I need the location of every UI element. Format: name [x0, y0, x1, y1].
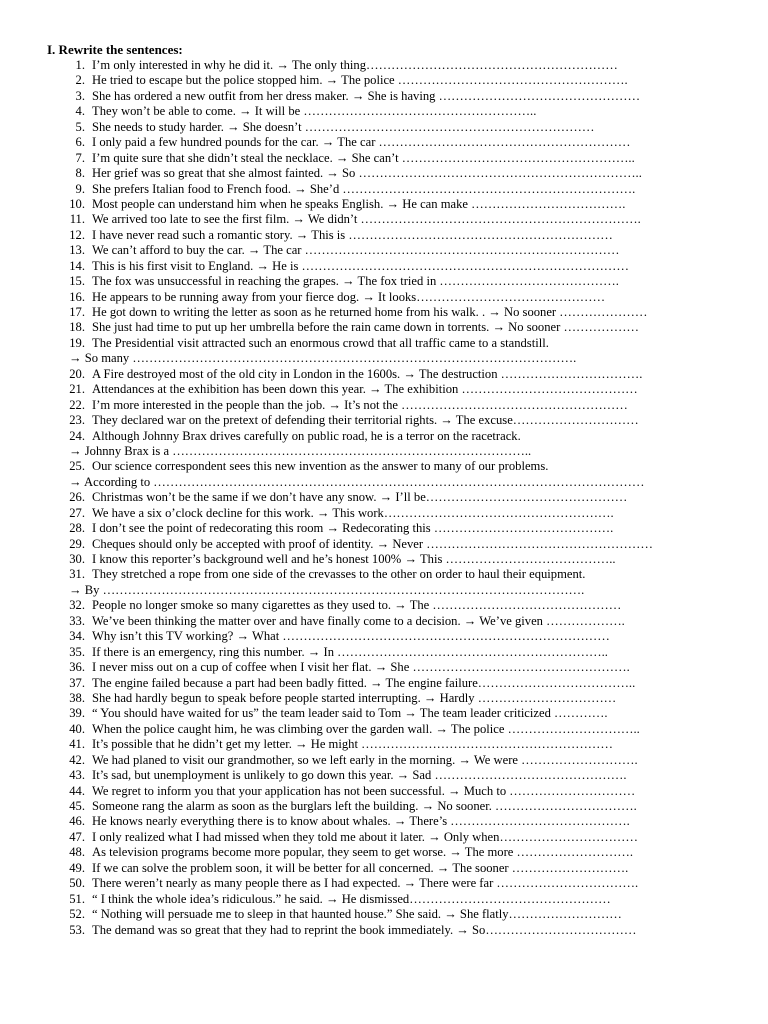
item-sentence: This is his first visit to England. → He is ……………………………………………………………………: [92, 258, 629, 273]
item-number: 53.: [69, 922, 85, 937]
item-sentence: I don’t see the point of redecorating this room → Redecorating this …………………………………….: [92, 521, 614, 536]
exercise-item: [47, 367, 747, 382]
item-sentence: She just had time to put up her umbrella before the rain came down in torrents. → No sooner ………………: [92, 320, 640, 335]
item-number: 23.: [69, 413, 85, 428]
item-number: 2.: [75, 73, 85, 88]
item-sentence: Why isn’t this TV working? → What ……………………………………………………………………: [92, 629, 610, 644]
continuation-line: [47, 444, 747, 459]
continuation-line: [47, 351, 747, 366]
exercise-item: [47, 645, 747, 660]
item-number: 30.: [69, 552, 85, 566]
exercise-item: [47, 212, 747, 227]
exercise-item: [47, 89, 747, 104]
item-number: 39.: [69, 706, 85, 721]
item-number: 20.: [69, 366, 85, 381]
item-number: 44.: [69, 783, 85, 798]
item-sentence: We regret to inform you that your application has not been successful. → Much to …………………………: [92, 783, 636, 798]
item-number: 25.: [69, 459, 85, 474]
item-sentence: They stretched a rope from one side of the crevasses to the other on order to haul their equipment.: [92, 567, 586, 582]
item-number: 1.: [75, 58, 85, 72]
continuation-line: [47, 583, 747, 598]
exercise-item: [47, 290, 747, 305]
item-number: 50.: [69, 876, 85, 891]
exercise-item: [47, 459, 747, 474]
item-sentence: They won’t be able to come. → It will be ………………………………………………..: [92, 104, 537, 119]
continuation-text: → According to ………………………………………………………………………………………………………: [69, 474, 645, 489]
item-number: 14.: [69, 258, 85, 273]
item-number: 51.: [69, 891, 85, 906]
item-sentence: The Presidential visit attracted such an enormous crowd that all traffic came to a standstill.: [92, 335, 549, 350]
item-number: 6.: [75, 135, 85, 150]
item-number: 33.: [69, 613, 85, 628]
item-sentence: She has ordered a new outfit from her dress maker. → She is having …………………………………………: [92, 88, 641, 103]
item-number: 15.: [69, 274, 85, 289]
item-number: 8.: [75, 166, 85, 181]
item-number: 48.: [69, 845, 85, 860]
exercise-item: [47, 182, 747, 197]
item-sentence: Although Johnny Brax drives carefully on public road, he is a terror on the racetrack.: [92, 428, 521, 443]
item-number: 37.: [69, 675, 85, 690]
item-number: 3.: [75, 88, 85, 103]
item-number: 9.: [75, 181, 85, 196]
exercise-item: [47, 166, 747, 181]
item-sentence: I have never read such a romantic story. → This is ………………………………………………………: [92, 227, 613, 242]
item-sentence: The engine failed because a part had been badly fitted. → The engine failure………………………………..: [92, 675, 636, 690]
item-number: 35.: [69, 644, 85, 659]
item-number: 41.: [69, 737, 85, 752]
item-number: 52.: [69, 907, 85, 922]
item-sentence: Our science correspondent sees this new invention as the answer to many of our problems.: [92, 459, 549, 474]
item-sentence: Christmas won’t be the same if we don’t have any snow. → I’ll be…………………………………………: [92, 490, 628, 505]
exercise-item: [47, 830, 747, 845]
item-sentence: She prefers Italian food to French food. → She’d …………………………………………………………….: [92, 181, 636, 196]
item-sentence: Someone rang the alarm as soon as the burglars left the building. → No sooner. …………………………….: [92, 799, 637, 813]
item-sentence: We can’t afford to buy the car. → The car …………………………………………………………………: [92, 243, 620, 258]
item-number: 18.: [69, 320, 85, 335]
exercise-item: [47, 907, 747, 922]
item-sentence: “ Nothing will persuade me to sleep in that haunted house.” She said. → She flatly………………………: [92, 907, 622, 922]
item-sentence: I’m more interested in the people than the job. → It’s not the ………………………………………………: [92, 397, 628, 412]
item-sentence: I’m only interested in why he did it. → The only thing……………………………………………………: [92, 58, 618, 72]
item-number: 36.: [69, 660, 85, 675]
item-sentence: Most people can understand him when he speaks English. → He can make ……………………………….: [92, 196, 626, 211]
exercise-item: [47, 923, 747, 938]
continuation-text: → Johnny Brax is a …………………………………………………………………………..: [69, 443, 532, 458]
item-sentence: She had hardly begun to speak before people started interrupting. → Hardly ……………………………: [92, 690, 617, 705]
item-sentence: They declared war on the pretext of defending their territorial rights. → The excuse…………………………: [92, 413, 639, 428]
item-sentence: We’ve been thinking the matter over and have finally come to a decision. → We’ve given ……………….: [92, 613, 625, 628]
item-number: 13.: [69, 243, 85, 258]
exercise-item: [47, 506, 747, 521]
item-number: 27.: [69, 505, 85, 520]
item-sentence: The fox was unsuccessful in reaching the grapes. → The fox tried in …………………………………….: [92, 274, 619, 289]
item-sentence: If we can solve the problem soon, it will be better for all concerned. → The sooner ……………………….: [92, 860, 629, 875]
item-sentence: He appears to be running away from your fierce dog. → It looks………………………………………: [92, 289, 606, 304]
item-sentence: I only paid a few hundred pounds for the car. → The car ……………………………………………………: [92, 135, 631, 150]
item-number: 7.: [75, 150, 85, 165]
item-sentence: Attendances at the exhibition has been down this year. → The exhibition ……………………………………: [92, 382, 638, 397]
item-sentence: I know this reporter’s background well and he’s honest 100% → This …………………………………..: [92, 552, 616, 566]
item-sentence: When the police caught him, he was climbing over the garden wall. → The police …………………………..: [92, 721, 640, 736]
exercise-item: [47, 413, 747, 428]
item-number: 49.: [69, 860, 85, 875]
exercise-item: [47, 706, 747, 721]
exercise-item: [47, 784, 747, 799]
item-number: 38.: [69, 690, 85, 705]
item-number: 10.: [69, 196, 85, 211]
exercise-item: [47, 567, 747, 582]
exercise-item: [47, 135, 747, 150]
item-sentence: We had planed to visit our grandmother, so we left early in the morning. → We were ……………………….: [92, 752, 638, 767]
continuation-line: [47, 475, 747, 490]
exercise-item: [47, 861, 747, 876]
exercise-item: [47, 614, 747, 629]
item-sentence: A Fire destroyed most of the old city in London in the 1600s. → The destruction …………………………….: [92, 366, 643, 381]
exercise-item: [47, 521, 747, 536]
item-number: 32.: [69, 598, 85, 613]
exercise-item: [47, 845, 747, 860]
item-sentence: I never miss out on a cup of coffee when I visit her flat. → She …………………………………………….: [92, 660, 630, 675]
exercise-item: [47, 876, 747, 891]
item-sentence: I’m quite sure that she didn’t steal the necklace. → She can’t ………………………………………………..: [92, 150, 635, 165]
item-number: 4.: [75, 104, 85, 119]
item-number: 45.: [69, 799, 85, 813]
item-sentence: It’s sad, but unemployment is unlikely to go down this year. → Sad ……………………………………….: [92, 768, 627, 783]
exercise-item: [47, 429, 747, 444]
exercise-item: [47, 814, 747, 829]
item-sentence: He tried to escape but the police stopped him. → The police ……………………………………………….: [92, 73, 628, 88]
exercise-item: [47, 537, 747, 552]
exercise-item: [47, 737, 747, 752]
item-sentence: The demand was so great that they had to reprint the book immediately. → So………………………………: [92, 922, 637, 937]
exercise-item: [47, 660, 747, 675]
exercise-item: [47, 336, 747, 351]
exercise-item: [47, 398, 747, 413]
item-number: 43.: [69, 768, 85, 783]
item-sentence: If there is an emergency, ring this number. → In ………………………………………………………..: [92, 644, 608, 659]
item-number: 22.: [69, 397, 85, 412]
item-number: 31.: [69, 567, 85, 582]
item-sentence: We arrived too late to see the first film. → We didn’t ………………………………………………………….: [92, 212, 641, 227]
item-number: 21.: [69, 382, 85, 397]
exercise-item: [47, 151, 747, 166]
exercise-item: [47, 320, 747, 335]
item-number: 11.: [69, 212, 85, 227]
item-number: 34.: [69, 629, 85, 644]
exercise-item: [47, 104, 747, 119]
item-sentence: I only realized what I had missed when they told me about it later. → Only when……………………………: [92, 829, 638, 844]
item-number: 5.: [75, 119, 85, 134]
exercise-item: [47, 259, 747, 274]
item-number: 42.: [69, 752, 85, 767]
exercise-item: [47, 753, 747, 768]
item-number: 29.: [69, 536, 85, 551]
item-number: 17.: [69, 305, 85, 319]
exercise-item: [47, 892, 747, 907]
exercise-item: [47, 243, 747, 258]
item-number: 46.: [69, 814, 85, 829]
item-sentence: As television programs become more popular, they seem to get worse. → The more ……………………….: [92, 845, 634, 860]
exercise-item: [47, 598, 747, 613]
item-number: 16.: [69, 289, 85, 304]
exercise-item: [47, 552, 747, 567]
exercise-list: [47, 58, 747, 938]
exercise-item: [47, 228, 747, 243]
item-sentence: Cheques should only be accepted with proof of identity. → Never ………………………………………………: [92, 536, 653, 551]
item-number: 28.: [69, 521, 85, 536]
exercise-item: [47, 490, 747, 505]
exercise-item: [47, 120, 747, 135]
item-sentence: He knows nearly everything there is to know about whales. → There’s …………………………………….: [92, 814, 630, 829]
item-sentence: “ You should have waited for us” the team leader said to Tom → The team leader criticized ………….: [92, 706, 608, 721]
item-number: 24.: [69, 428, 85, 443]
exercise-item: [47, 691, 747, 706]
exercise-item: [47, 274, 747, 289]
exercise-item: [47, 382, 747, 397]
item-sentence: There weren’t nearly as many people there as I had expected. → There were far …………………………….: [92, 876, 639, 891]
item-number: 19.: [69, 335, 85, 350]
continuation-text: → By …………………………………………………………………………………………………….: [69, 582, 585, 597]
exercise-item: [47, 305, 747, 320]
item-sentence: She needs to study harder. → She doesn’t ……………………………………………………………: [92, 119, 595, 134]
item-sentence: It’s possible that he didn’t get my letter. → He might ……………………………………………………: [92, 737, 613, 752]
item-sentence: “ I think the whole idea’s ridiculous.” he said. → He dismissed…………………………………………: [92, 891, 611, 906]
section-heading: I. Rewrite the sentences:: [47, 42, 183, 57]
exercise-item: [47, 629, 747, 644]
exercise-item: [47, 197, 747, 212]
item-sentence: He got down to writing the letter as soon as he returned home from his walk. . → No sooner …………………: [92, 305, 648, 319]
exercise-item: [47, 676, 747, 691]
exercise-item: [47, 722, 747, 737]
exercise-item: [47, 73, 747, 88]
item-sentence: People no longer smoke so many cigarettes as they used to. → The ………………………………………: [92, 598, 622, 613]
item-number: 12.: [69, 227, 85, 242]
exercise-item: [47, 58, 747, 73]
item-sentence: Her grief was so great that she almost fainted. → So …………………………………………………………..: [92, 166, 642, 181]
item-sentence: We have a six o’clock decline for this work. → This work……………………………………………….: [92, 505, 614, 520]
item-number: 47.: [69, 829, 85, 844]
exercise-item: [47, 768, 747, 783]
item-number: 40.: [69, 721, 85, 736]
exercise-item: [47, 799, 747, 814]
item-number: 26.: [69, 490, 85, 505]
continuation-text: → So many …………………………………………………………………………………………….: [69, 351, 577, 366]
